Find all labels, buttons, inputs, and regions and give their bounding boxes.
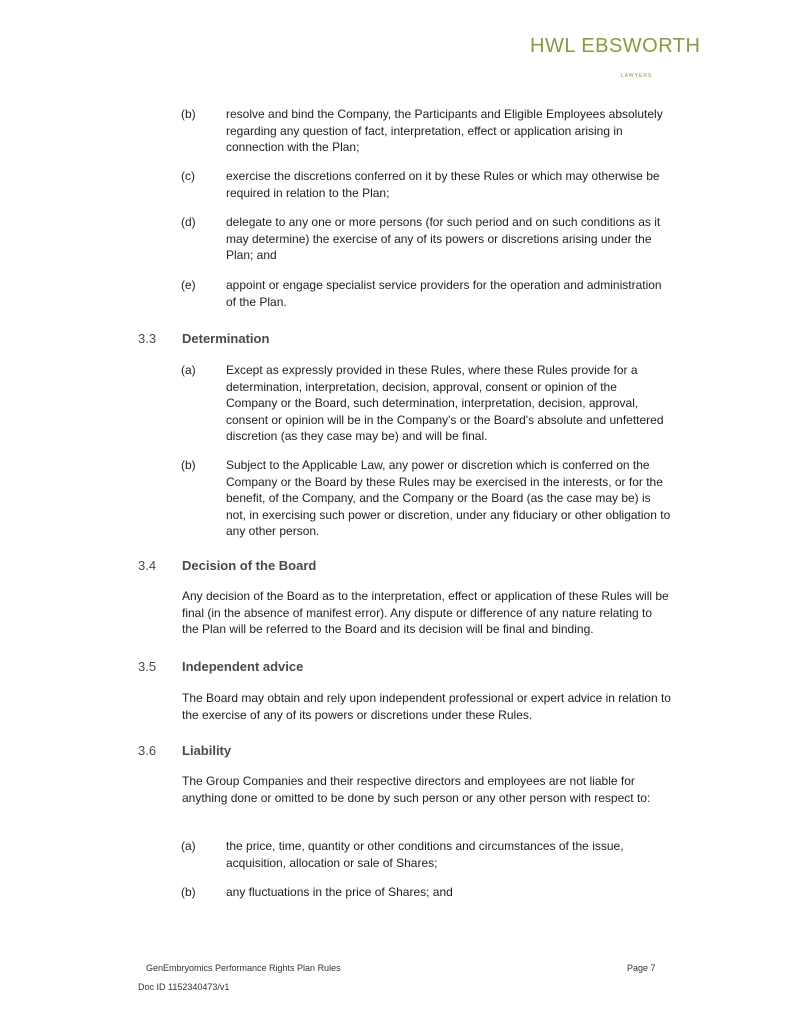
item-label: (c) xyxy=(181,169,195,183)
section-number: 3.4 xyxy=(138,558,157,573)
item-text: resolve and bind the Company, the Participants and Eligible Employees absolutely regarding any question of fact, interpretation, effect or application arising in connection with the Plan; xyxy=(226,107,663,154)
item-label: (d) xyxy=(181,215,196,229)
logo-subtext: LAWYERS xyxy=(621,73,653,79)
footer-doc-id: Doc ID 1152340473/v1 xyxy=(138,982,230,992)
item-label: (a) xyxy=(181,839,196,853)
section-title: Liability xyxy=(182,743,232,758)
item-text: the price, time, quantity or other conditions and circumstances of the issue, acquisition, allocation or sale of Shares; xyxy=(226,839,624,870)
list-item xyxy=(181,214,671,264)
list-item xyxy=(181,884,671,902)
section-number: 3.3 xyxy=(138,331,157,346)
paragraph: The Board may obtain and rely upon independent professional or expert advice in relation to the exercise of any of its powers or discretions under these Rules. xyxy=(182,691,671,722)
footer-document-title: GenEmbryomics Performance Rights Plan Rules xyxy=(146,963,341,973)
list-item xyxy=(181,362,671,445)
item-text: delegate to any one or more persons (for such period and on such conditions as it may determine) the exercise of any of its powers or discretions arising under the Plan; and xyxy=(226,215,661,262)
list-item xyxy=(181,277,671,310)
item-text: Except as expressly provided in these Rules, where these Rules provide for a determination, interpretation, decision, approval, consent or opinion of the Company or the Board, such determination, interpretation, decision, approval, consent or opinion will be in the Company's or the Board's absolute and unfettered discretion (as they case may be) and will be final. xyxy=(226,363,664,443)
item-text: exercise the discretions conferred on it by these Rules or which may otherwise be required in relation to the Plan; xyxy=(226,169,660,200)
firm-logo xyxy=(530,35,701,79)
item-text: Subject to the Applicable Law, any power or discretion which is conferred on the Company or the Board by these Rules may be exercised in the interests, or for the benefit, of the Company, and the Company or the Board (as the case may be) is not, in exercising such power or discretion, under any fiduciary or other obligation to any other person. xyxy=(226,458,671,538)
section-number: 3.6 xyxy=(138,743,157,758)
item-label: (a) xyxy=(181,363,196,377)
section-heading xyxy=(138,331,678,349)
list-item xyxy=(181,457,671,540)
item-label: (e) xyxy=(181,278,196,292)
list-item xyxy=(181,838,671,871)
logo-text: HWL EBSWORTH xyxy=(530,35,701,57)
section-title: Decision of the Board xyxy=(182,558,317,573)
section-heading xyxy=(138,558,678,576)
section-heading xyxy=(138,743,678,761)
section-number: 3.5 xyxy=(138,659,157,674)
item-label: (b) xyxy=(181,885,196,899)
item-text: any fluctuations in the price of Shares; and xyxy=(226,885,453,899)
list-item xyxy=(181,106,671,156)
section-title: Determination xyxy=(182,331,270,346)
section-heading xyxy=(138,659,678,677)
footer-page-number: Page 7 xyxy=(627,963,656,973)
item-label: (b) xyxy=(181,458,196,472)
paragraph: The Group Companies and their respective directors and employees are not liable for anything done or omitted to be done by such person or any other person with respect to: xyxy=(182,774,651,805)
item-text: appoint or engage specialist service providers for the operation and administration of the Plan. xyxy=(226,278,662,309)
section-title: Independent advice xyxy=(182,659,304,674)
paragraph: Any decision of the Board as to the interpretation, effect or application of these Rules will be final (in the absence of manifest error). Any dispute or difference of any nature relating to the Plan will be referred to the Board and its decision will be final and binding. xyxy=(182,589,669,636)
list-item xyxy=(181,168,671,201)
item-label: (b) xyxy=(181,107,196,121)
